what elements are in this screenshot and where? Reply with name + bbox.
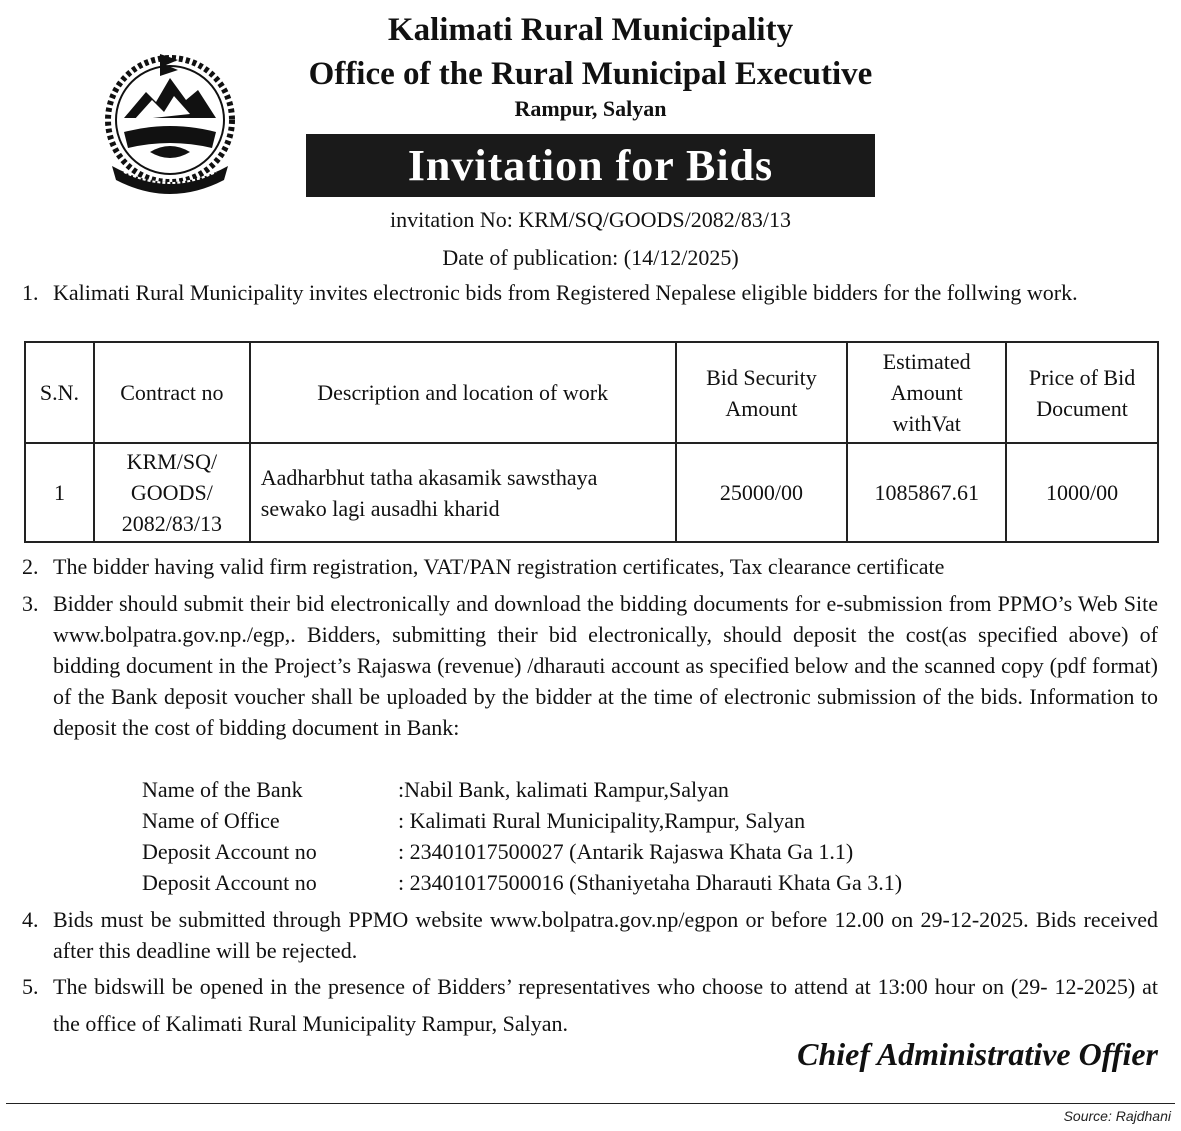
cell-contract-no: KRM/SQ/ GOODS/ 2082/83/13 — [94, 443, 250, 542]
cell-estimated-amount: 1085867.61 — [847, 443, 1006, 542]
paragraph-text: Bids must be submitted through PPMO website www.bolpatra.gov.np/egpon or before 12.00 on 29-12-2025. Bids received after this deadline will be rejected. — [53, 907, 1158, 963]
header-sn: S.N. — [25, 342, 94, 443]
paragraph-text: Kalimati Rural Municipality invites electronic bids from Registered Nepalese eligible bidders for the follwing work. — [53, 280, 1078, 305]
cell-description: Aadharbhut tatha akasamik sawsthaya sewako lagi ausadhi kharid — [250, 443, 676, 542]
org-name: Kalimati Rural Municipality — [387, 12, 794, 48]
bank-detail-row — [142, 836, 902, 867]
publication-date: Date of publication: (14/12/2025) — [442, 245, 739, 270]
bank-detail-row — [142, 774, 902, 805]
source-credit: Source: Rajdhani — [1063, 1108, 1171, 1124]
paragraph-4 — [22, 904, 1158, 966]
paragraph-text: The bidswill be opened in the presence of Bidders’ representatives who choose to attend at 13:00 hour on (29- 12-2025) at the office of Kalimati Rural Municipality Rampur, Salyan. — [53, 974, 1158, 1036]
bank-detail-value: : 23401017500027 (Antarik Rajaswa Khata Ga 1.1) — [398, 839, 854, 864]
signature-title: Chief Administrative Offier — [797, 1036, 1158, 1072]
paragraph-number: 4. — [22, 907, 39, 932]
bank-detail-label: Deposit Account no — [142, 870, 317, 895]
office-location: Rampur, Salyan — [514, 96, 667, 121]
cell-sn: 1 — [25, 443, 94, 542]
banner-title: Invitation for Bids — [306, 134, 875, 197]
header-estimated-amount: Estimated Amount withVat — [847, 342, 1006, 443]
bank-detail-value: : 23401017500016 (Sthaniyetaha Dharauti Khata Ga 3.1) — [398, 870, 903, 895]
bank-detail-value: : Kalimati Rural Municipality,Rampur, Salyan — [398, 808, 806, 833]
invitation-number: invitation No: KRM/SQ/GOODS/2082/83/13 — [390, 207, 791, 232]
bank-detail-label: Deposit Account no — [142, 839, 317, 864]
bid-table — [24, 341, 1159, 543]
cell-bid-security: 25000/00 — [676, 443, 848, 542]
paragraph-text: The bidder having valid firm registration, VAT/PAN registration certificates, Tax clearance certificate — [53, 554, 945, 579]
office-name: Office of the Rural Municipal Executive — [308, 56, 873, 92]
bank-detail-label: Name of Office — [142, 808, 280, 833]
paragraph-number: 1. — [22, 280, 39, 305]
table-header-row — [25, 342, 1158, 443]
bank-detail-value: :Nabil Bank, kalimati Rampur,Salyan — [398, 777, 729, 802]
paragraph-number: 5. — [22, 974, 39, 999]
header-contract-no: Contract no — [94, 342, 250, 443]
paragraph-number: 3. — [22, 591, 39, 616]
paragraph-number: 2. — [22, 554, 39, 579]
paragraph-1 — [22, 277, 1158, 308]
header-price-of-document: Price of Bid Document — [1006, 342, 1158, 443]
source-divider — [6, 1103, 1175, 1104]
table-row — [25, 443, 1158, 542]
cell-price-of-document: 1000/00 — [1006, 443, 1158, 542]
paragraph-2 — [22, 551, 1158, 582]
header-description: Description and location of work — [250, 342, 676, 443]
paragraph-text: Bidder should submit their bid electronically and download the bidding documents for e-submission from PPMO’s Web Site www.bolpatra.gov.np./egp,. Bidders, submitting their bid electronically, should deposit the cost(as specified above) of bidding document in the Project’s Rajaswa (revenue) /dharauti account as specified below and the scanned copy (pdf format) of the Bank deposit voucher shall be uploaded by the bidder at the time of electronic submission of the bids. Information to deposit the cost of bidding document in Bank: — [53, 591, 1158, 740]
bank-detail-label: Name of the Bank — [142, 777, 303, 802]
paragraph-3 — [22, 588, 1158, 743]
bank-details — [142, 774, 902, 898]
bank-detail-row — [142, 867, 902, 898]
header-bid-security: Bid Security Amount — [676, 342, 848, 443]
bank-detail-row — [142, 805, 902, 836]
paragraph-5 — [22, 968, 1158, 1042]
